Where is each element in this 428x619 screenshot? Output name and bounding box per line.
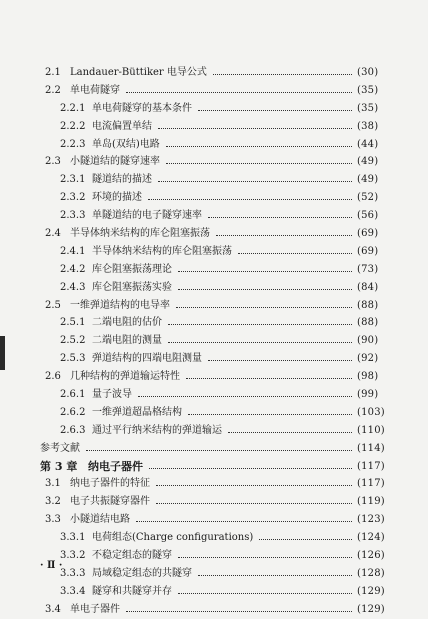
toc-leader-dots [156, 502, 352, 504]
toc-entry [0, 440, 428, 458]
toc-entry [0, 314, 428, 332]
toc-entry-title: 电荷组态(Charge configurations) [92, 532, 254, 544]
toc-entry-title: 库仑阻塞振荡理论 [92, 263, 172, 275]
toc-entry-number: 3.3.2 [60, 550, 86, 562]
toc-entry [0, 332, 428, 350]
toc-entry-page: (128) [357, 567, 385, 579]
toc-entry-title: 单电荷隧穿的基本条件 [92, 102, 192, 114]
toc-leader-dots [148, 198, 352, 200]
toc-leader-dots [198, 109, 352, 111]
toc-entry [0, 100, 428, 118]
toc-entry [0, 279, 428, 297]
toc-entry-title: 隧穿和共隧穿并存 [92, 585, 172, 597]
toc-leader-dots [188, 413, 352, 415]
toc-entry-page: (119) [357, 496, 385, 508]
toc-leader-dots [126, 610, 352, 612]
toc-entry [0, 458, 428, 476]
toc-leader-dots [166, 162, 352, 164]
toc-entry-page: (49) [357, 174, 379, 186]
toc-entry-title: 弹道结构的四端电阻测量 [92, 353, 202, 365]
toc-entry-number: 2.3.1 [60, 174, 86, 186]
toc-entry-page: (88) [357, 299, 379, 311]
toc-leader-dots [168, 341, 352, 343]
toc-entry [0, 261, 428, 279]
toc-entry-title: 小隧道结的隧穿速率 [70, 156, 160, 168]
toc-entry-number: 2.2 [45, 84, 61, 96]
toc-entry-page: (129) [357, 585, 385, 597]
toc-entry-number: 2.5.3 [60, 353, 86, 365]
toc-entry [0, 350, 428, 368]
toc-entry-title: 半导体纳米结构的库仑阻塞振荡 [92, 245, 232, 257]
toc-entry-page: (98) [357, 371, 379, 383]
toc-entry-page: (90) [357, 335, 379, 347]
toc-entry [0, 601, 428, 619]
toc-leader-dots [238, 252, 352, 254]
toc-entry-title: 量子波导 [92, 389, 132, 401]
toc-entry-number: 2.4.1 [60, 245, 86, 257]
toc-leader-dots [158, 127, 352, 129]
toc-leader-dots [198, 574, 352, 576]
toc-entry-title: 局域稳定组态的共隧穿 [92, 567, 192, 579]
toc-leader-dots [228, 431, 352, 433]
toc-entry-number: 2.2.2 [60, 120, 86, 132]
toc-entry-number: 2.5.2 [60, 335, 86, 347]
toc-leader-dots [178, 288, 352, 290]
toc-entry-title: 不稳定组态的隧穿 [92, 550, 172, 562]
toc-entry-title: 单岛(双结)电路 [92, 138, 160, 150]
toc-entry-page: (129) [357, 603, 385, 615]
toc-entry-page: (117) [357, 478, 385, 490]
toc-entry-page: (99) [357, 389, 379, 401]
toc-leader-dots [208, 216, 352, 218]
toc-entry [0, 583, 428, 601]
toc-entry [0, 368, 428, 386]
toc-entry [0, 565, 428, 583]
toc-entry-title: 环境的描述 [92, 192, 142, 204]
toc-leader-dots [168, 323, 352, 325]
toc-leader-dots [178, 556, 352, 558]
toc-entry [0, 422, 428, 440]
toc-entry-number: 2.4.2 [60, 263, 86, 275]
toc-leader-dots [186, 377, 352, 379]
toc-entry-page: (38) [357, 120, 379, 132]
toc-entry-page: (56) [357, 210, 379, 222]
toc-entry-title: 库仑阻塞振荡实验 [92, 281, 172, 293]
toc-entry [0, 118, 428, 136]
toc-leader-dots [176, 306, 352, 308]
toc-entry-title: 一维弹道超晶格结构 [92, 406, 182, 418]
toc-entry-number: 2.6 [45, 371, 61, 383]
toc-leader-dots [208, 359, 352, 361]
toc-entry-number: 2.1 [45, 67, 61, 78]
toc-entry-title: 参考文献 [40, 442, 80, 454]
toc-entry-number: 2.4 [45, 228, 61, 240]
toc-entry-number: 3.3.1 [60, 532, 86, 544]
toc-entry-title: 半导体纳米结构的库仑阻塞振荡 [70, 228, 210, 240]
toc-entry-page: (84) [357, 281, 379, 293]
toc-entry-page: (30) [357, 67, 379, 78]
toc-entry-number: 3.2 [45, 496, 61, 508]
toc-leader-dots [178, 270, 352, 272]
toc-leader-dots [86, 449, 352, 451]
toc-entry-title: 电子共振隧穿器件 [70, 496, 150, 508]
toc-entry-number: 2.6.2 [60, 406, 86, 418]
toc-entry-number: 2.6.3 [60, 424, 86, 436]
toc-entry-title: 纳电子器件的特征 [70, 478, 150, 490]
toc-entry-page: (126) [357, 550, 385, 562]
toc-leader-dots [158, 180, 352, 182]
toc-entry [0, 189, 428, 207]
toc-entry-title: 隧道结的描述 [92, 174, 152, 186]
toc-leader-dots [166, 145, 352, 147]
toc-entry-page: (73) [357, 263, 379, 275]
toc-entry-number: 2.2.3 [60, 138, 86, 150]
toc-entry-number: 2.2.1 [60, 102, 86, 114]
toc-entry [0, 243, 428, 261]
toc-entry-page: (110) [357, 424, 385, 436]
toc-leader-dots [126, 91, 352, 93]
toc-entry-title: 二端电阻的测量 [92, 335, 162, 347]
toc-entry-title: 几种结构的弹道输运特性 [70, 371, 180, 383]
toc-entry-title: 通过平行纳米结构的弹道输运 [92, 424, 222, 436]
toc-entry-title: 小隧道结电路 [70, 514, 130, 526]
toc-leader-dots [138, 395, 352, 397]
toc-entry [0, 171, 428, 189]
table-of-contents [0, 64, 428, 619]
toc-entry-title: 一维弹道结构的电导率 [70, 299, 170, 311]
toc-leader-dots [213, 73, 352, 75]
toc-entry [0, 225, 428, 243]
toc-entry-number: 2.3 [45, 156, 61, 168]
toc-entry-title: 电流偏置单结 [92, 120, 152, 132]
toc-leader-dots [136, 520, 352, 522]
toc-entry-page: (103) [357, 406, 385, 418]
toc-entry-page: (69) [357, 245, 379, 257]
toc-entry-page: (52) [357, 192, 379, 204]
toc-entry-page: (123) [357, 514, 385, 526]
toc-leader-dots [259, 538, 352, 540]
toc-entry-page: (88) [357, 317, 379, 329]
toc-entry [0, 404, 428, 422]
toc-entry-page: (69) [357, 228, 379, 240]
toc-entry [0, 386, 428, 404]
toc-entry-page: (117) [357, 460, 385, 472]
toc-entry-number: 3.3 [45, 514, 61, 526]
toc-entry-number: 2.3.2 [60, 192, 86, 204]
toc-entry-title: 单电子器件 [70, 603, 120, 615]
toc-entry-number: 2.5.1 [60, 317, 86, 329]
toc-entry [0, 82, 428, 100]
toc-entry-page: (49) [357, 156, 379, 168]
toc-entry-number: 2.6.1 [60, 389, 86, 401]
toc-entry-page: (124) [357, 532, 385, 544]
toc-entry-number: 2.5 [45, 299, 61, 311]
toc-entry-title: 单隧道结的电子隧穿速率 [92, 210, 202, 222]
toc-entry [0, 547, 428, 565]
toc-entry-title: Landauer-Büttiker 电导公式 [70, 67, 207, 78]
page-number-footer: · Ⅱ · [40, 560, 63, 571]
toc-entry [0, 153, 428, 171]
toc-entry-page: (92) [357, 353, 379, 365]
toc-entry-page: (35) [357, 84, 379, 96]
toc-leader-dots [156, 484, 352, 486]
toc-entry [0, 136, 428, 154]
toc-leader-dots [149, 467, 352, 469]
toc-entry-number: 第 3 章 [40, 459, 78, 473]
toc-entry [0, 475, 428, 493]
toc-entry [0, 493, 428, 511]
toc-leader-dots [216, 234, 352, 236]
toc-entry [0, 207, 428, 225]
toc-entry-number: 3.4 [45, 603, 61, 615]
toc-entry [0, 529, 428, 547]
toc-entry-number: 2.3.3 [60, 210, 86, 222]
toc-entry-page: (44) [357, 138, 379, 150]
toc-entry-title: 二端电阻的估价 [92, 317, 162, 329]
toc-entry-title: 单电荷隧穿 [70, 84, 120, 96]
toc-entry-number: 3.3.4 [60, 585, 86, 597]
toc-entry-page: (114) [357, 442, 385, 454]
toc-entry [0, 297, 428, 315]
toc-entry-page: (35) [357, 102, 379, 114]
toc-leader-dots [178, 592, 352, 594]
toc-entry-number: 3.3.3 [60, 567, 86, 579]
toc-entry [0, 511, 428, 529]
toc-entry-number: 3.1 [45, 478, 61, 490]
toc-entry [0, 64, 428, 82]
toc-entry-title: 纳电子器件 [88, 459, 143, 473]
toc-entry-number: 2.4.3 [60, 281, 86, 293]
